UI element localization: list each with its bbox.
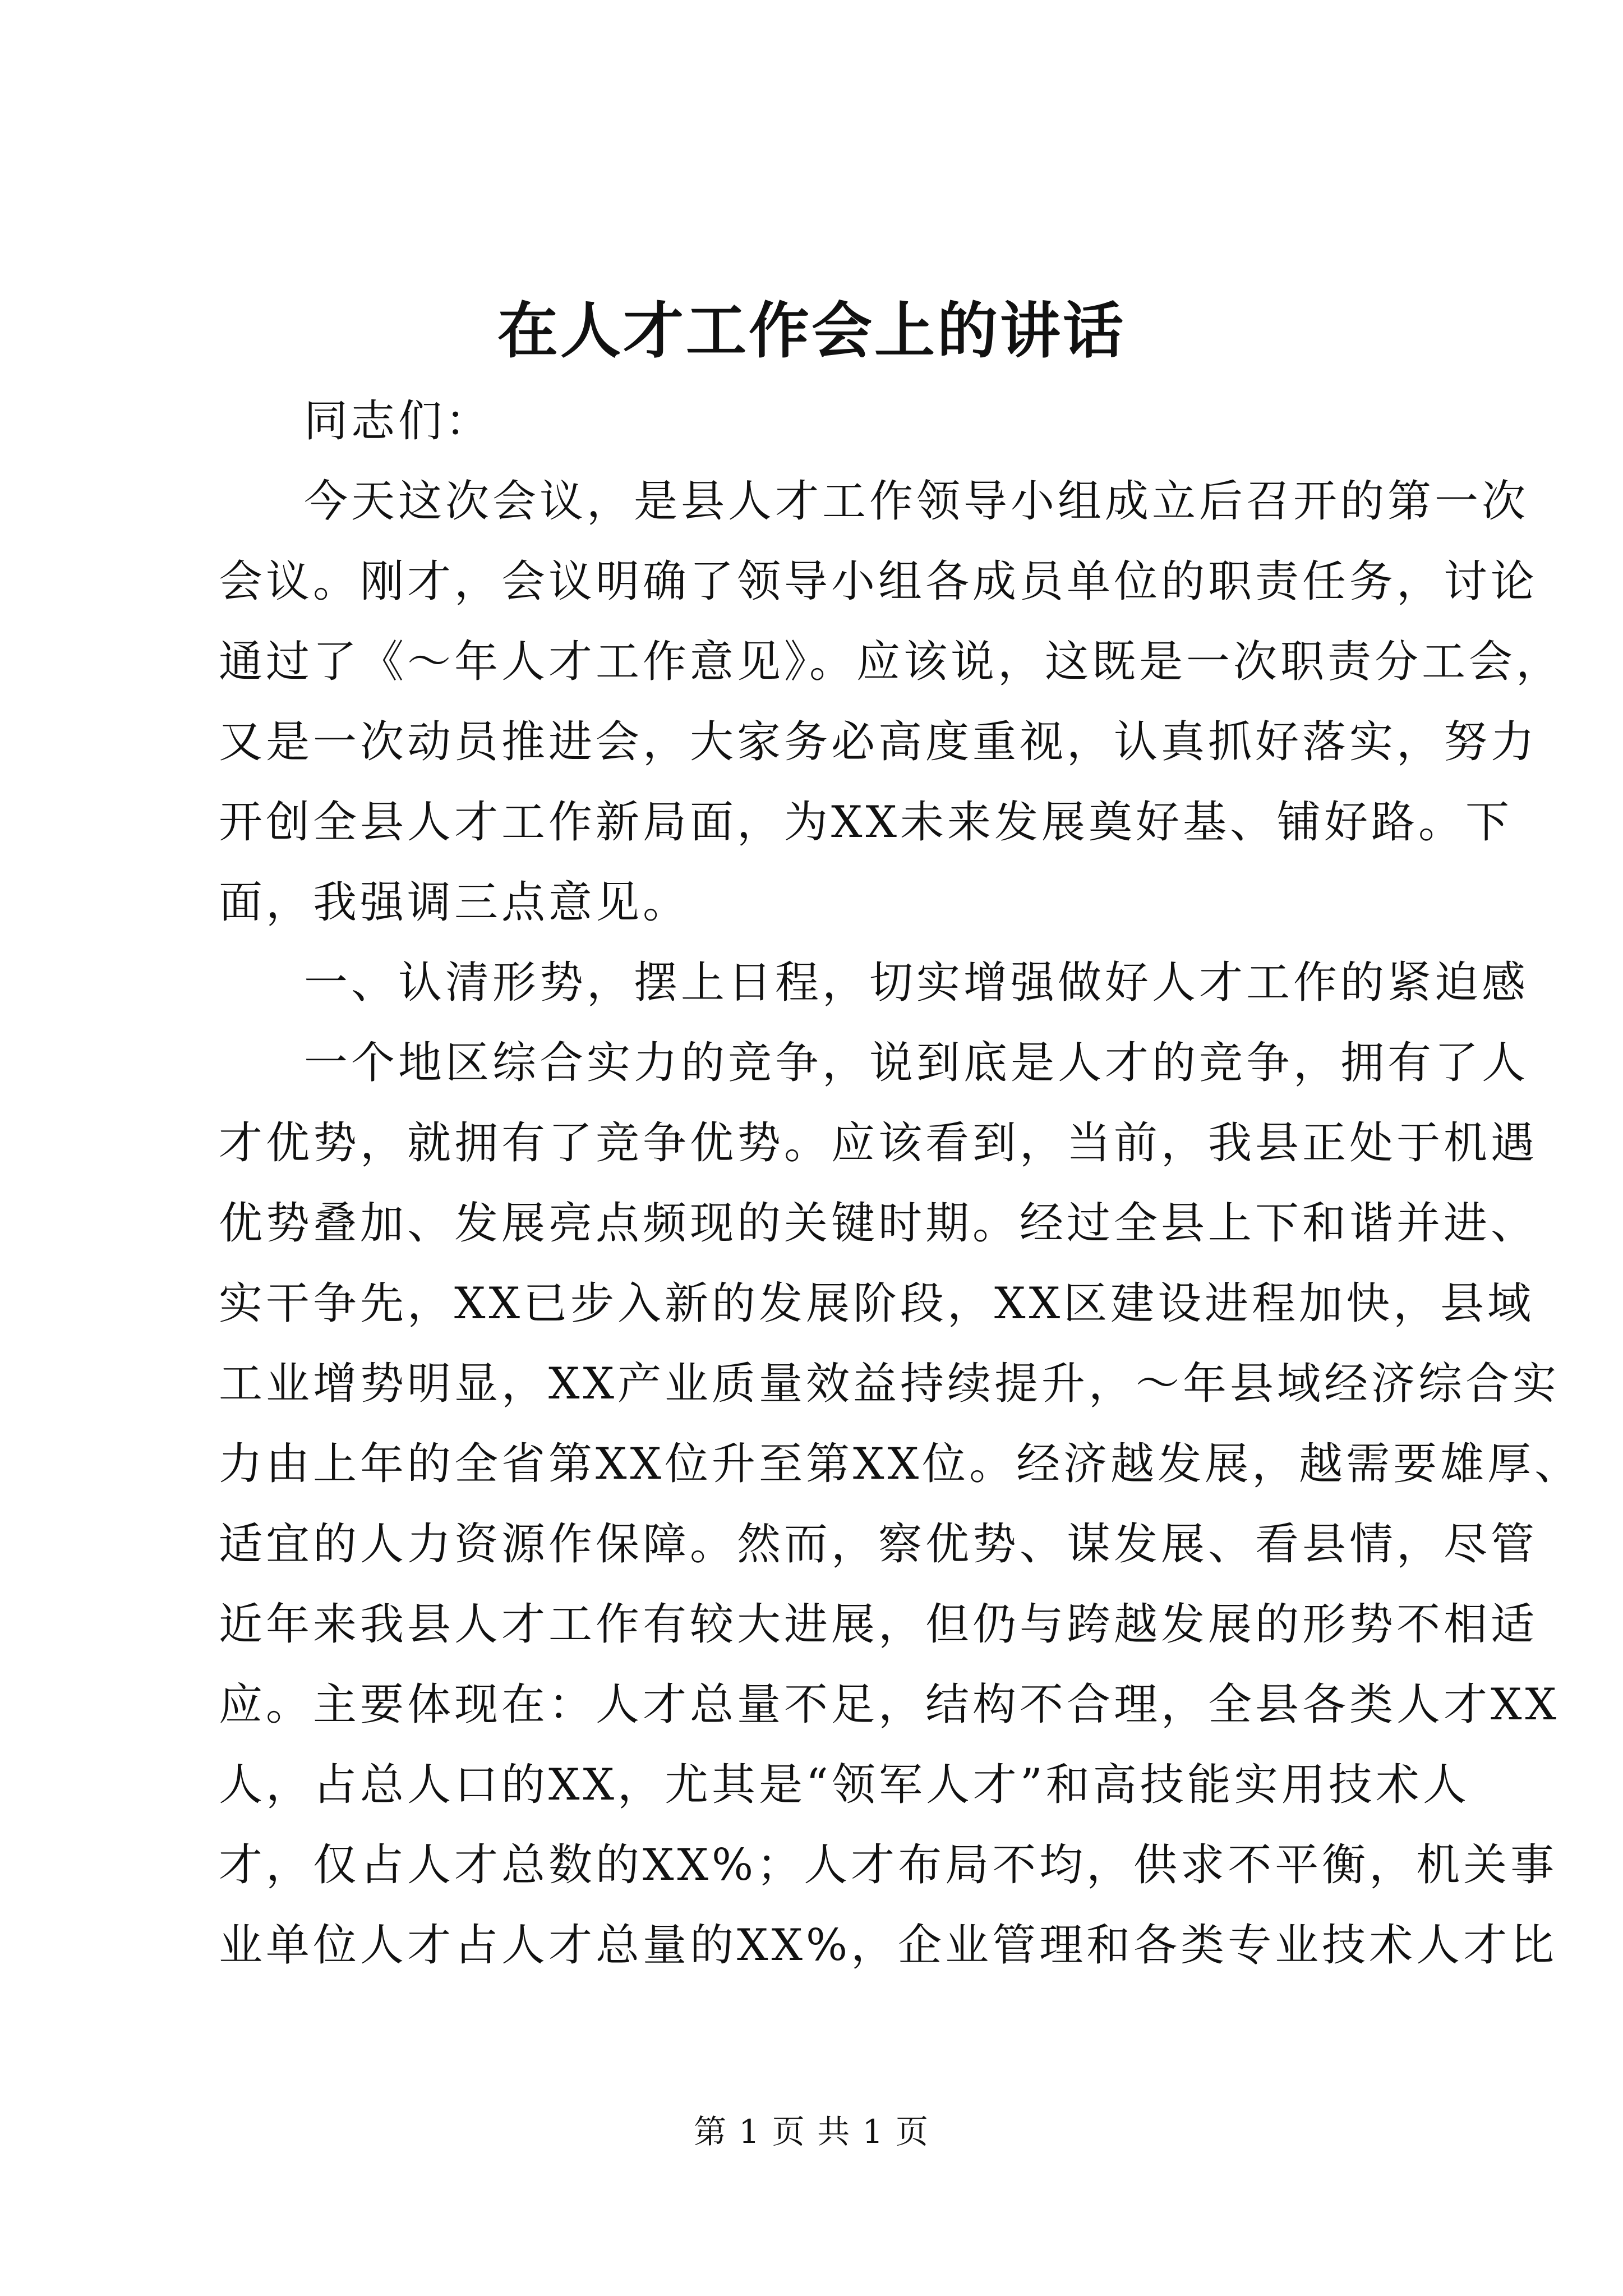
paragraph-line: 开创全县人才工作新局面，为XX未来发展奠好基、铺好路。下 <box>219 797 1513 848</box>
paragraph-line: 会议。刚才，会议明确了领导小组各成员单位的职责任务，讨论 <box>219 556 1538 607</box>
paragraph-line: 又是一次动员推进会，大家务必高度重视，认真抓好落实，努力 <box>219 717 1538 767</box>
section-heading: 一、认清形势，摆上日程，切实增强做好人才工作的紧迫感 <box>304 958 1529 1008</box>
paragraph-line: 适宜的人力资源作保障。然而，察优势、谋发展、看县情，尽管 <box>219 1519 1538 1570</box>
paragraph-line: 面，我强调三点意见。 <box>219 877 690 928</box>
paragraph-line: 通过了《～年人才工作意见》。应该说，这既是一次职责分工会， <box>219 637 1564 687</box>
paragraph-line: 一个地区综合实力的竞争，说到底是人才的竞争，拥有了人 <box>304 1038 1529 1088</box>
paragraph-line: 力由上年的全省第XX位升至第XX位。经济越发展，越需要雄厚、 <box>219 1439 1582 1489</box>
paragraph-line: 人，占总人口的XX，尤其是“领军人才”和高技能实用技术人 <box>219 1760 1470 1810</box>
paragraph-line: 工业增势明显，XX产业质量效益持续提升，～年县域经济综合实 <box>219 1359 1560 1409</box>
paragraph-line: 应。主要体现在：人才总量不足，结构不合理，全县各类人才XX <box>219 1680 1560 1730</box>
paragraph-line: 才，仅占人才总数的XX%；人才布局不均，供求不平衡，机关事 <box>219 1840 1558 1890</box>
page-footer: 第 1 页 共 1 页 <box>694 2113 929 2151</box>
paragraph-line: 才优势，就拥有了竞争优势。应该看到，当前，我县正处于机遇 <box>219 1118 1538 1168</box>
paragraph-line: 业单位人才占人才总量的XX%，企业管理和各类专业技术人才比 <box>219 1920 1558 1971</box>
paragraph-line: 今天这次会议，是县人才工作领导小组成立后召开的第一次 <box>304 476 1529 527</box>
paragraph-line: 近年来我县人才工作有较大进展，但仍与跨越发展的形势不相适 <box>219 1599 1538 1650</box>
salutation-line: 同志们： <box>304 396 493 447</box>
paragraph-line: 实干争先，XX已步入新的发展阶段，XX区建设进程加快，县域 <box>219 1278 1535 1329</box>
document-title: 在人才工作会上的讲话 <box>497 296 1126 366</box>
document-body <box>219 381 1582 1986</box>
paragraph-line: 优势叠加、发展亮点频现的关键时期。经过全县上下和谐并进、 <box>219 1198 1538 1249</box>
